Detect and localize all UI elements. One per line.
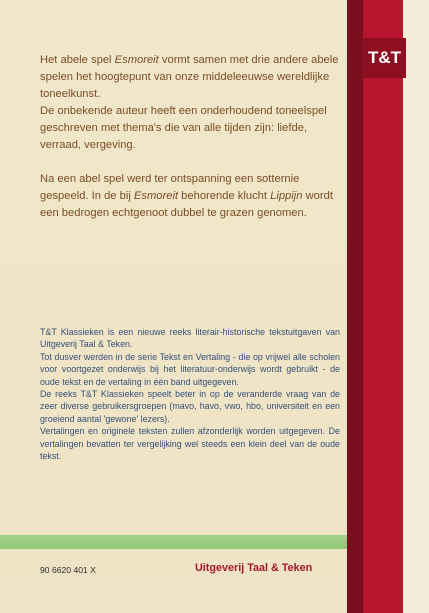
isbn-number: 90 6620 401 X [40,565,96,575]
logo-text: T&T [367,48,402,67]
publisher-logo [363,38,406,78]
series-paragraph-2: Tot dusver werden in de serie Tekst en Vertaling - die op vrijwel alle scholen voor voortgezet onderwijs bij het literatuur-onderwijs wordt gebruikt - de oude tekst en de vertaling in één band uitgegeven. [40,351,340,387]
spine-pale-edge [403,0,429,613]
spine-maroon-band [347,0,363,613]
intro-paragraph-1: Het abele spel Esmoreit vormt samen met drie andere abele spelen het hoogtepunt van onze middeleeuwse wereldlijke toneelkunst. [40,54,339,100]
series-paragraph-4: Vertalingen en originele teksten zullen afzonderlijk worden uitgegeven. De vertalingen bevatten ter vergelijking wel steeds een klein deel van de oude tekst. [40,426,340,462]
intro-text-block [40,52,340,222]
series-paragraph-1: T&T Klassieken is een nieuwe reeks literair-historische tekstuitgaven van Uitgeverij Taal & Teken. [40,327,340,350]
publisher-name: Uitgeverij Taal & Teken [195,562,313,574]
title-esmoreit: Esmoreit [114,54,159,66]
intro-paragraph-2: De onbekende auteur heeft een onderhoudend toneelspel geschreven met thema's die van alle tijden zijn: liefde, verraad, vergeving. [40,105,327,151]
series-paragraph-3: De reeks T&T Klassieken speelt beter in op de veranderde vraag van de zeer diverse gebruikersgroepen (mavo, havo, vwo, hbo, universiteit en een groeiend aantal 'gewone' lezers). [40,389,340,424]
title-esmoreit: Esmoreit [133,190,179,202]
title-lippijn: Lippijn [270,190,303,202]
spine-red-band [363,0,403,613]
green-stripe [0,535,347,549]
intro-paragraph-3: Na een abel spel werd ter ontspanning een sotternie gespeeld. In de bij Esmoreit behorende klucht Lippijn wordt een bedrogen echtgenoot dubbel te grazen genomen. [40,173,333,219]
series-text-block [40,326,340,462]
